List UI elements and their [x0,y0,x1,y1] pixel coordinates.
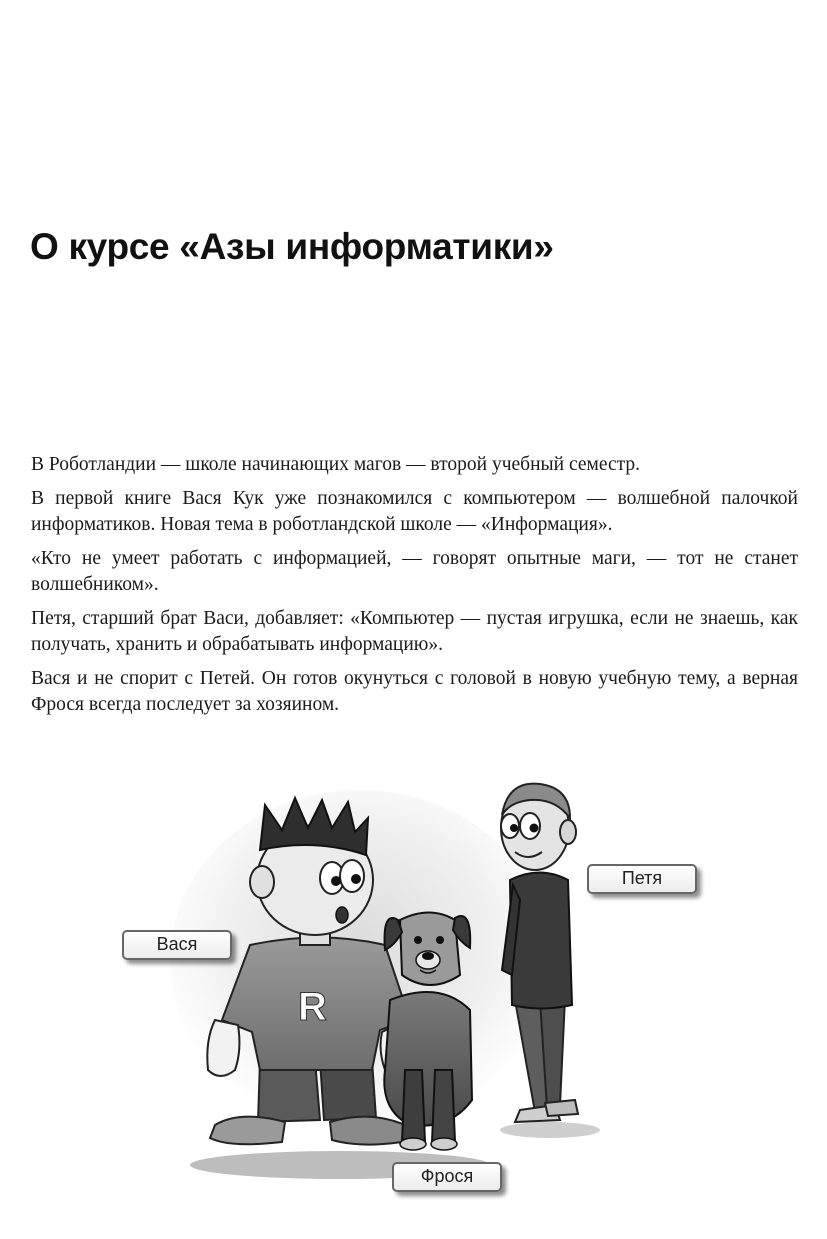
body-text [31,452,798,726]
label-petya: Петя [587,864,697,894]
shirt-letter: R [298,985,327,1029]
page-title: О курсе «Азы информатики» [30,226,554,267]
characters-illustration [110,770,710,1210]
paragraph: В первой книге Вася Кук уже познакомился с компьютером — волшебной палочкой информатиков. Новая тема в роботландской школе — «Информация». [31,488,798,535]
paragraph: Вася и не спорит с Петей. Он готов окунуться с головой в новую учебную тему, а верная Фрося всегда последует за хозяином. [31,668,798,715]
petya-figure [501,784,578,1122]
paragraph: В Роботландии — школе начинающих магов — второй учебный семестр. [31,454,641,475]
paragraph: «Кто не умеет работать с информацией, — говорят опытные маги, — тот не станет волшебником». [31,548,798,595]
label-vasya: Вася [122,930,232,960]
paragraph: Петя, старший брат Васи, добавляет: «Компьютер — пустая игрушка, если не знаешь, как получать, хранить и обрабатывать информацию». [31,608,798,655]
ground-shadow [500,1122,600,1138]
label-frosya: Фрося [392,1162,502,1192]
